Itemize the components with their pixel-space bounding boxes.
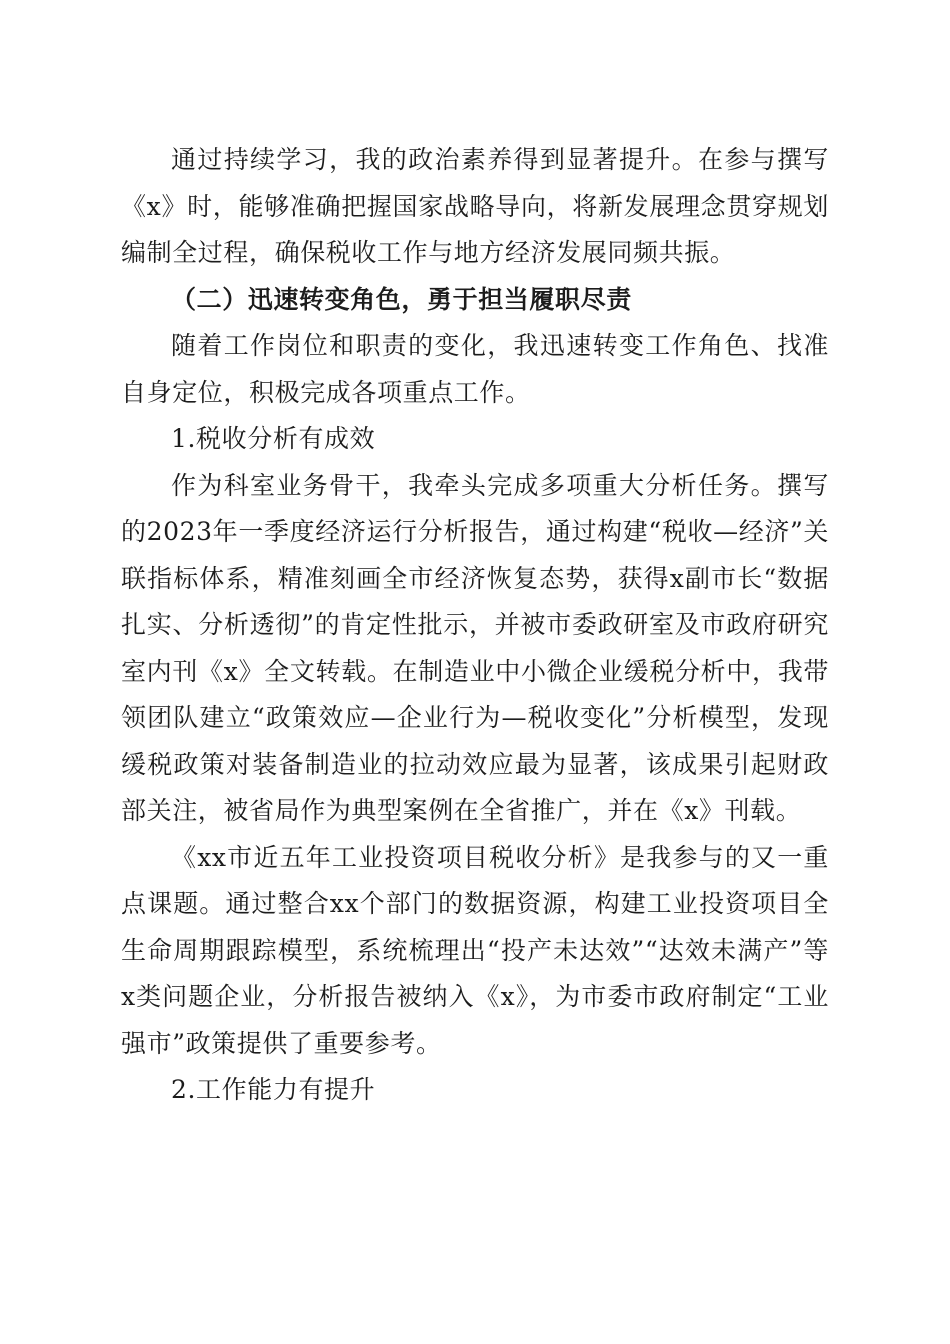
paragraph-role-transition: 随着工作岗位和职责的变化，我迅速转变工作角色、找准自身定位，积极完成各项重点工作。 <box>121 331 829 407</box>
paragraph-industrial-investment: 《xx市近五年工业投资项目税收分析》是我参与的又一重点课题。通过整合xx个部门的数据资源，构建工业投资项目全生命周期跟踪模型，系统梳理出“投产未达效”“达效未满产”等x类问题企业，分析报告被纳入《x》，为市委市政府制定“工业强市”政策提供了重要参考。 <box>121 842 829 1058</box>
section-heading-role-change: （二）迅速转变角色，勇于担当履职尽责 <box>171 284 632 314</box>
paragraph-political-literacy: 通过持续学习，我的政治素养得到显著提升。在参与撰写《x》时，能够准确把握国家战略导向，将新发展理念贯穿规划编制全过程，确保税收工作与地方经济发展同频共振。 <box>121 145 829 267</box>
paragraph-tax-analysis-tasks: 作为科室业务骨干，我牵头完成多项重大分析任务。撰写的2023年一季度经济运行分析报告，通过构建“税收—经济”关联指标体系，精准刻画全市经济恢复态势，获得x副市长“数据扎实、分析透彻”的肯定性批示，并被市委政研室及市政府研究室内刊《x》全文转载。在制造业中小微企业缓税分析中，我带领团队建立“政策效应—企业行为—税收变化”分析模型，发现缓税政策对装备制造业的拉动效应最为显著，该成果引起财政部关注，被省局作为典型案例在全省推广，并在《x》刊载。 <box>121 470 829 825</box>
subheading-work-ability: 2.工作能力有提升 <box>171 1075 376 1104</box>
document-body <box>121 137 829 1114</box>
subheading-tax-analysis: 1.税收分析有成效 <box>171 424 376 453</box>
